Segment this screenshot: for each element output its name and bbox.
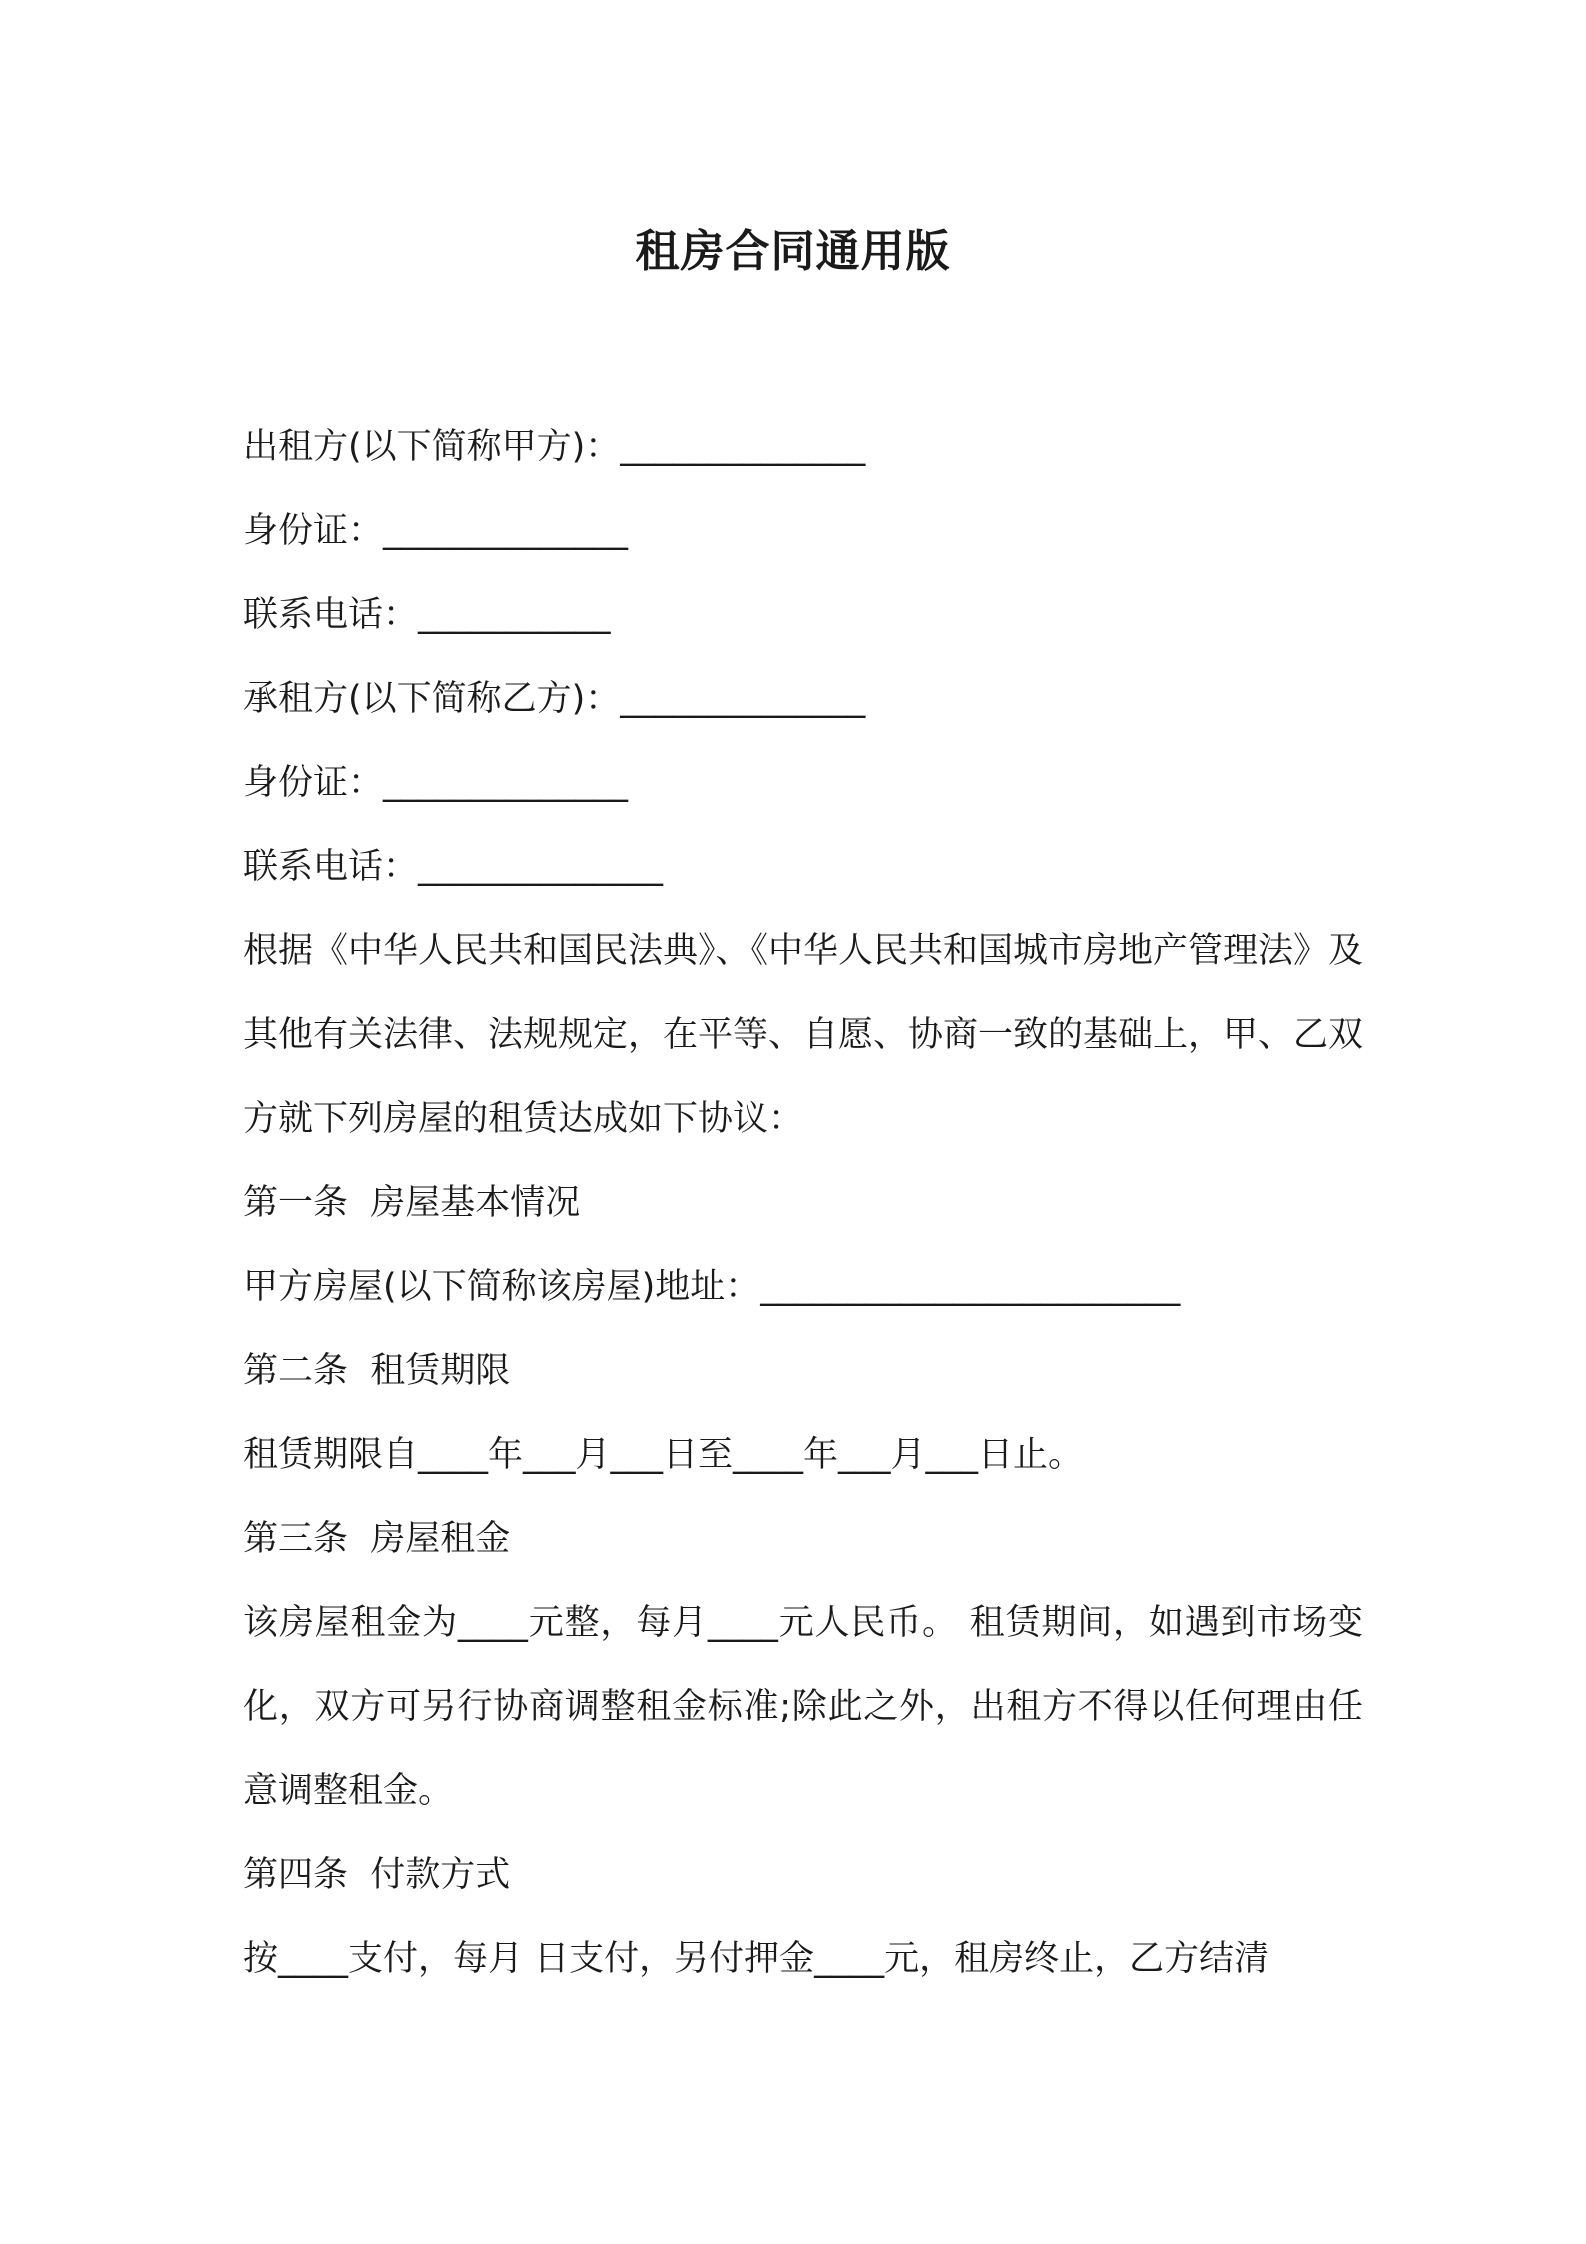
lessor-id-field: 身份证：______________ — [243, 511, 629, 551]
article-4-heading: 第四条 付款方式 — [243, 1855, 511, 1895]
article-1-text: 甲方房屋(以下简称该房屋)地址：________________________ — [243, 1267, 1181, 1307]
article-3-heading: 第三条 房屋租金 — [243, 1519, 511, 1559]
document-title: 租房合同通用版 — [635, 226, 951, 277]
preamble-paragraph: 根据《中华人民共和国民法典》、《中华人民共和国城市房地产管理法》及其他有关法律、法规规定，在平等、自愿、协商一致的基础上，甲、乙双方就下列房屋的租赁达成如下协议： — [243, 931, 1364, 1139]
lessee-name-field: 承租方(以下简称乙方)：______________ — [243, 679, 866, 719]
article-2-heading: 第二条 租赁期限 — [243, 1351, 511, 1391]
lessee-phone-field: 联系电话：______________ — [243, 847, 664, 887]
article-3-text: 该房屋租金为____元整，每月____元人民币。 租赁期间，如遇到市场变化，双方可另行协商调整租金标准;除此之外，出租方不得以任何理由任意调整租金。 — [243, 1603, 1363, 1811]
lessor-phone-field: 联系电话：___________ — [243, 595, 611, 635]
lessee-id-field: 身份证：______________ — [243, 763, 629, 803]
article-4-text: 按____支付，每月 日支付，另付押金____元，租房终止，乙方结清 — [243, 1939, 1270, 1979]
article-2-text: 租赁期限自____年___月___日至____年___月___日止。 — [243, 1435, 1084, 1475]
lessor-name-field: 出租方(以下简称甲方)：______________ — [243, 427, 866, 467]
article-1-heading: 第一条 房屋基本情况 — [243, 1183, 581, 1223]
document-body — [243, 405, 1363, 2001]
